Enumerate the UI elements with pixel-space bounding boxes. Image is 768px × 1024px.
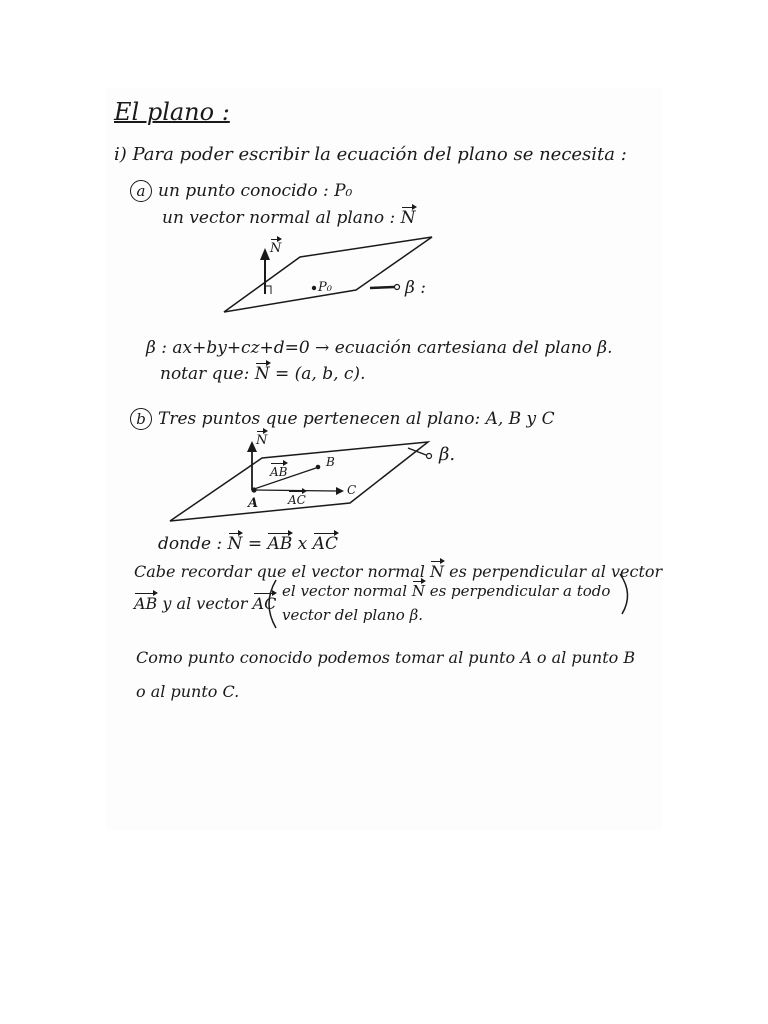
case-a-marker: a (130, 180, 152, 202)
remark1-start: Cabe recordar que el vector normal (134, 562, 425, 581)
case-a-normal-text: un vector normal al plano : (162, 208, 396, 228)
fig-b-a-label: A (248, 496, 259, 511)
paren-line1 (282, 584, 610, 599)
remark2-ac-vector: AC (252, 594, 277, 613)
fig-b-ab-label: AB (270, 465, 288, 479)
remark2-ab-vector: AB (134, 594, 158, 613)
intro-line: i) Para poder escribir la ecuación del plano se necesita : (114, 144, 627, 165)
fig-b-ac-label: AC (288, 493, 306, 507)
cartesian-equation-note: → ecuación cartesiana del plano β. (315, 338, 613, 358)
paren1-start: el vector normal (282, 582, 408, 600)
page-title: El plano : (114, 98, 230, 126)
note-prefix: notar que: (160, 364, 250, 384)
fig-b-b-label: B (326, 455, 335, 469)
open-parenthesis (269, 580, 276, 628)
remark1-end: es perpendicular al vector (449, 562, 663, 581)
cartesian-equation: β : ax+by+cz+d=0 (146, 338, 310, 358)
closing-line2: o al punto C. (136, 682, 240, 701)
donde-equals: = (247, 534, 263, 554)
case-b-marker: b (130, 408, 152, 430)
remark1-normal-vector: N (430, 562, 444, 581)
closing-line1: Como punto conocido podemos tomar al punto A o al punto B (136, 648, 636, 667)
paren1-normal-vector: N (411, 582, 425, 600)
paren1-end: es perpendicular a todo (429, 582, 611, 600)
donde-normal-vector: N (227, 534, 243, 554)
fig-b-c-label: C (347, 483, 357, 497)
donde-cross-symbol: x (297, 534, 308, 554)
fig-a-p0-label: P₀ (318, 280, 332, 295)
remark2-middle: y al vector (162, 594, 248, 613)
close-parenthesis (620, 574, 628, 614)
fig-a-n-label: N (270, 241, 282, 256)
case-b-three-points-text: Tres puntos que pertenecen al plano: A, B y C (158, 409, 555, 429)
fig-b-plane-label: β. (439, 444, 456, 465)
donde-ab-vector: AB (267, 534, 293, 554)
donde-prefix: donde : (158, 534, 223, 554)
donde-ac-vector: AC (312, 534, 338, 554)
paren-line2: vector del plano β. (282, 606, 424, 624)
case-a-point-text: un punto conocido : P₀ (158, 181, 353, 201)
note-normal-vector: N (254, 364, 270, 384)
note-components: = (a, b, c). (275, 364, 366, 384)
fig-a-plane-label: β : (405, 278, 426, 298)
fig-b-n-label: N (256, 433, 268, 448)
case-a-normal-vector: N (400, 208, 416, 228)
